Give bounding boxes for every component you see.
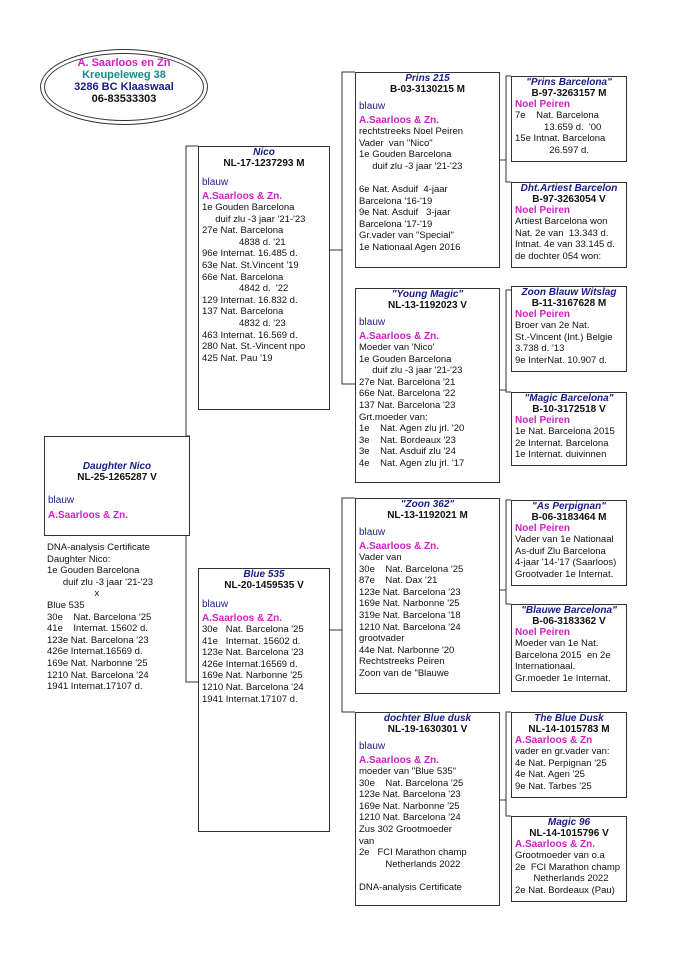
subject-note: 426e Internat.16569 d.	[47, 646, 143, 658]
sdd-card	[511, 392, 627, 466]
owner-city: 3286 BC Klaaswaal	[74, 81, 174, 93]
ss-line: Barcelona '16-'19	[359, 195, 433, 207]
subject-note: Blue 535	[47, 599, 85, 611]
ds-line: 123e Nat. Barcelona '23	[359, 586, 461, 598]
dss-line: Grootvader 1e Internat.	[515, 568, 614, 580]
dd-ring: NL-19-1630301 V	[387, 724, 468, 735]
dsd-line: Moeder van 1e Nat.	[515, 638, 599, 649]
sire-dam-card	[355, 288, 500, 483]
ds-breeder: A.Saarloos & Zn.	[359, 541, 440, 552]
sire-line: 129 Internat. 16.832 d.	[202, 294, 298, 306]
ds-line: 30e Nat. Barcelona '25	[359, 563, 464, 575]
dd-line: Netherlands 2022	[359, 858, 461, 870]
sire-color: blauw	[202, 177, 229, 188]
sire-line: 4838 d. '21	[202, 236, 286, 248]
sd-line: 66e Nat. Barcelona '22	[359, 388, 456, 400]
dsd-card	[511, 604, 627, 692]
sd-color: blauw	[359, 317, 386, 328]
ssd-card	[511, 182, 627, 268]
sire-line: 4832 d. '23	[202, 317, 286, 329]
owner-badge	[44, 53, 204, 121]
ss-line	[356, 172, 499, 184]
dam-line: 123e Nat. Barcelona '23	[202, 647, 304, 659]
subject-card	[44, 436, 190, 536]
ddd-card	[511, 816, 627, 902]
sire-ring: NL-17-1237293 M	[223, 158, 305, 169]
subject-color: blauw	[48, 495, 75, 506]
ss-ring: B-03-3130215 M	[389, 84, 466, 95]
sire-line: 425 Nat. Pau '19	[202, 352, 273, 364]
sds-card	[511, 286, 627, 372]
sd-line: 27e Nat. Barcelona '21	[359, 376, 456, 388]
dss-ring: B-06-3183464 M	[531, 512, 607, 523]
sds-line: Broer van 2e Nat.	[515, 320, 590, 331]
sd-line: 1e Gouden Barcelona	[359, 353, 452, 365]
sss-breeder: Noel Peiren	[515, 99, 571, 110]
dd-name: dochter Blue dusk	[383, 713, 472, 724]
ss-name: Prins 215	[405, 73, 450, 84]
sds-ring: B-11-3167628 M	[531, 298, 607, 309]
sds-line: St.-Vincent (Int.) Belgie	[515, 331, 613, 343]
sd-line: 4e Nat. Agen zlu jrl. '17	[359, 457, 465, 469]
dam-line: 30e Nat. Barcelona '25	[202, 624, 304, 635]
subject-note: 30e Nat. Barcelona '25	[47, 611, 152, 623]
sire-line: 63e Nat. St.Vincent '19	[202, 259, 299, 271]
ddd-name: Magic 96	[547, 817, 591, 828]
ssd-name: Dht.Artiest Barcelon	[520, 183, 618, 194]
subject-name: Daughter Nico	[82, 461, 152, 472]
ssd-line: de dochter 054 won:	[515, 250, 602, 262]
dds-breeder: A.Saarloos & Zn	[515, 735, 593, 746]
dd-line: 123e Nat. Barcelona '23	[359, 789, 461, 801]
dss-name: "As Perpignan"	[532, 501, 606, 512]
ds-line: 87e Nat. Dax '21	[359, 575, 438, 587]
sdd-line: 2e Internat. Barcelona	[515, 437, 609, 449]
sss-card	[511, 76, 627, 162]
dds-line: 4e Nat. Perpignan '25	[515, 757, 607, 769]
sd-line: 1e Nat. Agen zlu jrl. '20	[359, 423, 465, 435]
owner-phone: 06-83533303	[91, 93, 157, 105]
dss-line: As-duif Zlu Barcelona	[515, 545, 606, 557]
dss-card	[511, 500, 627, 586]
dam-dam-card	[355, 712, 500, 906]
dam-name: Blue 535	[243, 569, 285, 580]
ss-line: duif zlu -3 jaar '21-'23	[359, 160, 463, 172]
ddd-line: Netherlands 2022	[515, 873, 609, 885]
dam-card	[198, 568, 330, 832]
dam-ring: NL-20-1459535 V	[224, 580, 304, 591]
ddd-line: 2e Nat. Bordeaux (Pau)	[515, 884, 615, 896]
dam-line: 169e Nat. Narbonne '25	[202, 670, 303, 682]
ss-line: 6e Nat. Asduif 4-jaar	[359, 183, 448, 195]
subject-note: 169e Nat. Narbonne '25	[47, 657, 148, 669]
ds-line: Vader van	[359, 552, 402, 563]
ds-line: Zoon van de "Blauwe	[359, 667, 449, 679]
sd-ring: NL-13-1192023 V	[388, 300, 467, 311]
sds-name: Zoon Blauw Witslag	[521, 287, 617, 298]
dd-line: DNA-analysis Certificate	[359, 881, 462, 893]
ds-name: "Zoon 362"	[400, 499, 455, 510]
subject-note: Daughter Nico:	[47, 553, 111, 565]
sire-line: 1e Gouden Barcelona	[202, 202, 295, 213]
sire-name: Nico	[253, 147, 275, 158]
dd-line: moeder van "Blue 535"	[359, 766, 457, 777]
ddd-breeder: A.Saarloos & Zn.	[515, 839, 596, 850]
sds-breeder: Noel Peiren	[515, 309, 571, 320]
dam-line: 41e Internat. 15602 d.	[202, 635, 301, 647]
sss-line: 26.597 d.	[515, 144, 589, 156]
sd-line: duif zlu -3 jaar '21-'23	[359, 365, 463, 377]
subject-notes	[44, 542, 204, 693]
dds-line: 9e Nat. Tarbes '25	[515, 780, 592, 792]
dam-color: blauw	[202, 599, 229, 610]
owner-name: A. Saarloos en Zn	[77, 57, 171, 69]
sss-line: 13.659 d. '00	[515, 121, 602, 133]
dds-line: vader en gr.vader van:	[515, 746, 610, 757]
sd-line: 3e Nat. Asduif zlu '24	[359, 446, 456, 458]
dss-line: Vader van 1e Nationaal	[515, 534, 614, 545]
dam-line: 426e Internat.16569 d.	[202, 658, 298, 670]
sdd-line: 1e Internat. duivinnen	[515, 449, 607, 461]
dd-color: blauw	[359, 741, 386, 752]
subject-note: x	[47, 588, 100, 600]
dss-breeder: Noel Peiren	[515, 523, 571, 534]
subject-note: duif zlu -3 jaar '21-'23	[47, 576, 154, 588]
sd-name: "Young Magic"	[391, 289, 464, 300]
ds-ring: NL-13-1192021 M	[387, 510, 468, 521]
dd-line: van	[359, 835, 375, 847]
ss-line: 1e Gouden Barcelona	[359, 149, 452, 161]
subject-note: DNA-analysis Certificate	[47, 542, 150, 553]
dd-breeder: A.Saarloos & Zn.	[359, 755, 440, 766]
sdd-breeder: Noel Peiren	[515, 415, 571, 426]
sd-line: Grt.moeder van:	[359, 411, 428, 423]
subject-note: 1210 Nat. Barcelona '24	[47, 669, 149, 681]
dd-line: 169e Nat. Narbonne '25	[359, 800, 460, 812]
ssd-line: Nat. 2e van 13.343 d.	[515, 227, 609, 239]
dsd-breeder: Noel Peiren	[515, 627, 571, 638]
ssd-ring: B-97-3263054 V	[532, 194, 606, 205]
subject-note: 1941 Internat.17107 d.	[47, 681, 143, 693]
sire-line: 4842 d. '22	[202, 283, 289, 295]
sire-line: duif zlu -3 jaar '21-'23	[202, 213, 306, 225]
sds-line: 3.738 d. '13	[515, 343, 565, 355]
dsd-line: Internationaal.	[515, 661, 576, 673]
ss-line: 1e Nationaal Agen 2016	[359, 241, 461, 253]
dd-line	[356, 870, 499, 882]
sss-name: "Prins Barcelona"	[526, 77, 612, 88]
subject-note: 41e Internat. 15602 d.	[47, 623, 148, 635]
dds-name: The Blue Dusk	[534, 713, 604, 724]
sdd-name: "Magic Barcelona"	[524, 393, 614, 404]
subject-breeder: A.Saarloos & Zn.	[48, 510, 129, 521]
ss-line: rechtstreeks Noel Peiren	[359, 126, 464, 137]
sss-ring: B-97-3263157 M	[531, 88, 607, 99]
subject-note: 123e Nat. Barcelona '23	[47, 634, 149, 646]
dsd-name: "Blauwe Barcelona"	[521, 605, 617, 616]
sds-line: 9e InterNat. 10.907 d.	[515, 354, 607, 366]
ss-line: Gr.vader van "Special"	[359, 230, 454, 242]
sd-line: Moeder van 'Nico'	[359, 342, 435, 353]
ds-line: 169e Nat. Narbonne '25	[359, 598, 460, 610]
dd-line: 1210 Nat. Barcelona '24	[359, 812, 461, 824]
ssd-line: Intnat. 4e van 33.145 d.	[515, 239, 615, 251]
ssd-line: Artiest Barcelona won	[515, 216, 608, 227]
dds-card	[511, 712, 627, 798]
sire-line: 66e Nat. Barcelona	[202, 271, 284, 283]
sd-line: 137 Nat. Barcelona '23	[359, 399, 456, 411]
ss-line: Vader van "Nico"	[359, 137, 433, 149]
ddd-line: 2e FCI Marathon champ	[515, 861, 621, 873]
ds-color: blauw	[359, 527, 386, 538]
ddd-line: Grootmoeder van o.a	[515, 850, 605, 861]
sire-line: 96e Internat. 16.485 d.	[202, 248, 298, 260]
sdd-ring: B-10-3172518 V	[532, 404, 606, 415]
ds-line: Rechtstreeks Peiren	[359, 656, 445, 668]
ss-color: blauw	[359, 101, 386, 112]
owner-street: Kreupeleweg 38	[82, 69, 166, 81]
sire-line: 137 Nat. Barcelona	[202, 306, 284, 318]
sd-breeder: A.Saarloos & Zn.	[359, 331, 440, 342]
subject-ring: NL-25-1265287 V	[77, 472, 157, 483]
ds-line: 1210 Nat. Barcelona '24	[359, 621, 461, 633]
ss-line: 9e Nat. Asduif 3-jaar	[359, 207, 451, 219]
subject-note: 1e Gouden Barcelona	[47, 565, 140, 577]
sire-line: 27e Nat. Barcelona	[202, 225, 284, 237]
sire-sire-card	[355, 72, 500, 268]
ss-line: Barcelona '17-'19	[359, 218, 433, 230]
ds-line: 44e Nat. Narbonne '20	[359, 644, 455, 656]
dd-line: 30e Nat. Barcelona '25	[359, 777, 464, 789]
sire-line: 280 Nat. St.-Vincent npo	[202, 341, 306, 353]
ssd-breeder: Noel Peiren	[515, 205, 571, 216]
dss-line: 4-jaar '14-'17 (Saarloos)	[515, 557, 617, 569]
sire-card	[198, 146, 330, 410]
sire-line: 463 Internat. 16.569 d.	[202, 329, 298, 341]
dds-line: 4e Nat. Agen '25	[515, 769, 585, 781]
dsd-line: Gr.moeder 1e Internat.	[515, 672, 611, 684]
sire-breeder: A.Saarloos & Zn.	[202, 191, 283, 202]
dd-line: Zus 302 Grootmoeder	[359, 823, 452, 835]
sdd-line: 1e Nat. Barcelona 2015	[515, 426, 615, 437]
dam-line: 1941 Internat.17107 d.	[202, 693, 298, 705]
dam-sire-card	[355, 498, 500, 694]
sss-line: 15e Intnat. Barcelona	[515, 133, 606, 145]
dam-breeder: A.Saarloos & Zn.	[202, 613, 283, 624]
dsd-ring: B-06-3183362 V	[532, 616, 606, 627]
sd-line: 3e Nat. Bordeaux '23	[359, 434, 456, 446]
ddd-ring: NL-14-1015796 V	[529, 828, 609, 839]
dds-ring: NL-14-1015783 M	[528, 724, 610, 735]
dam-line: 1210 Nat. Barcelona '24	[202, 681, 304, 693]
sss-line: 7e Nat. Barcelona	[515, 110, 599, 121]
dsd-line: Barcelona 2015 en 2e	[515, 649, 611, 661]
ds-line: 319e Nat. Barcelona '18	[359, 609, 461, 621]
ds-line: grootvader	[359, 633, 405, 645]
ss-breeder: A.Saarloos & Zn.	[359, 115, 440, 126]
dd-line: 2e FCI Marathon champ	[359, 847, 467, 859]
